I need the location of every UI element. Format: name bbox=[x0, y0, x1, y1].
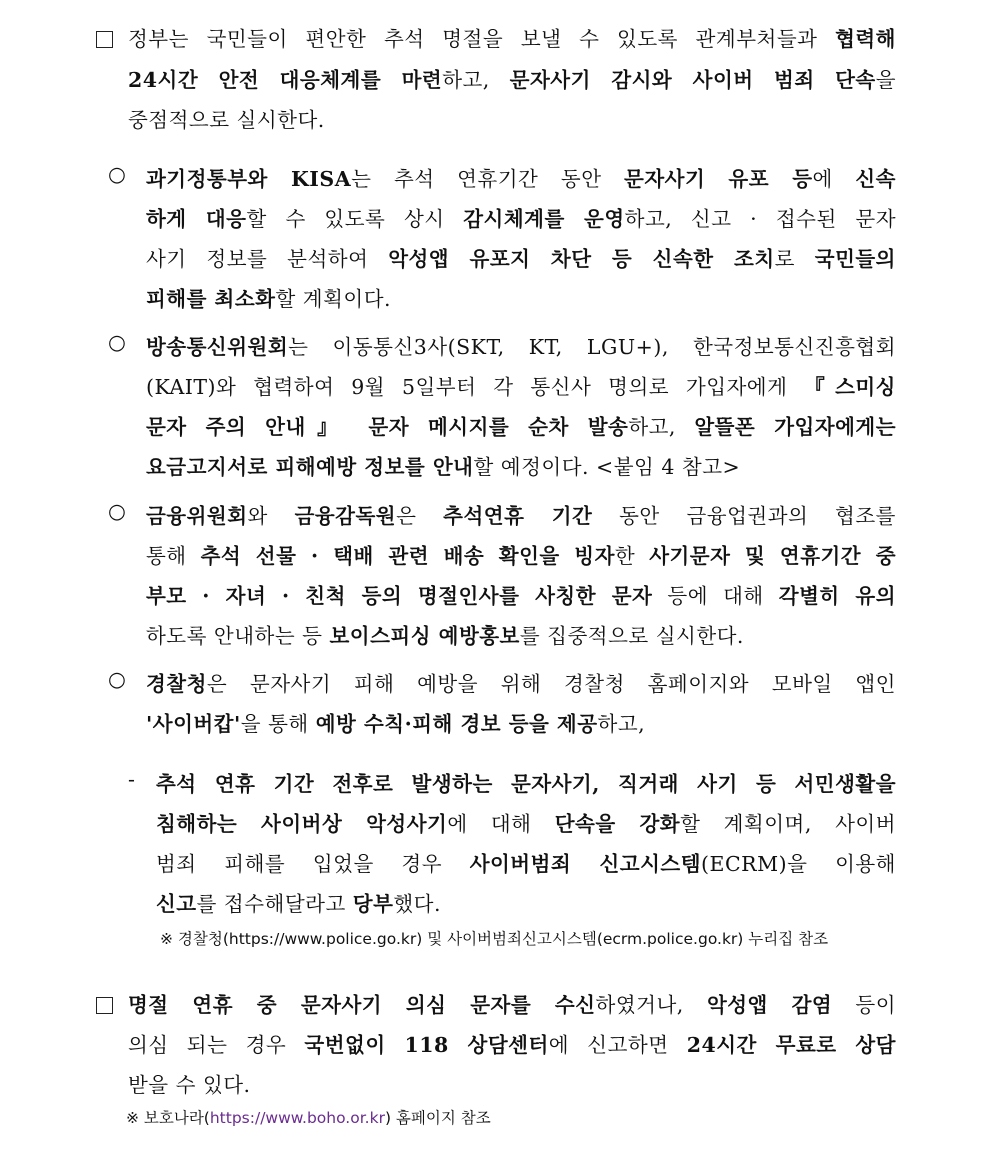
text-run: 24시간 안전 대응체계를 마련 bbox=[128, 68, 443, 92]
dash-1-line-1 bbox=[156, 767, 896, 797]
text-run: 예방 수칙·피해 경보 등을 제공 bbox=[315, 712, 598, 736]
text-run: 할 계획이며, 사이버 bbox=[680, 812, 896, 836]
dash-1-line-4 bbox=[156, 887, 441, 917]
text-run: 는 이동통신3사(SKT, KT, LGU+), 한국정보통신진흥협회 bbox=[288, 335, 896, 359]
text-run: 악성앱 유포지 차단 등 신속한 조치 bbox=[388, 247, 775, 271]
text-run: 추석 연휴 기간 전후로 발생하는 문자사기, 직거래 사기 등 서민생활을 bbox=[156, 772, 896, 796]
bullet-2-line-2 bbox=[146, 370, 896, 400]
text-run: 정부는 국민들이 편안한 추석 명절을 보낼 수 있도록 관계부처들과 bbox=[128, 27, 836, 51]
bullet-2-line-3 bbox=[146, 410, 896, 440]
text-run: 에 대해 bbox=[447, 812, 555, 836]
text-run: 를 집중적으로 실시한다. bbox=[519, 624, 744, 648]
text-run: 할 수 있도록 상시 bbox=[246, 207, 464, 231]
section-1-line-2 bbox=[128, 63, 896, 93]
bullet-circle-marker-3: ○ bbox=[108, 499, 126, 523]
bullet-3-line-2 bbox=[146, 539, 896, 569]
note-prefix: ※ 보호나라( bbox=[126, 1109, 210, 1127]
text-run: 하고, 신고 · 접수된 문자 bbox=[624, 207, 897, 231]
bullet-4-line-2 bbox=[146, 707, 645, 737]
bullet-3-line-3 bbox=[146, 579, 896, 609]
bullet-4-line-1 bbox=[146, 667, 896, 697]
section-2-reference-note bbox=[126, 1106, 491, 1128]
text-run: 협력해 bbox=[835, 27, 896, 51]
text-run: '사이버캅' bbox=[146, 712, 241, 736]
text-run: 와 bbox=[247, 504, 295, 528]
text-run: 로 bbox=[774, 247, 815, 271]
text-run: 에 bbox=[812, 167, 856, 191]
note-suffix: ) 홈페이지 참조 bbox=[384, 1109, 491, 1127]
text-run: 등에 대해 bbox=[652, 584, 779, 608]
text-run: 『스미싱 bbox=[804, 375, 896, 399]
text-run: 금융감독원 bbox=[294, 504, 397, 528]
dash-marker-1: - bbox=[128, 767, 135, 791]
text-run: 할 계획이다. bbox=[275, 287, 392, 311]
text-run: 통해 bbox=[146, 544, 201, 568]
dash-1-reference-note: ※ 경찰청(https://www.police.go.kr) 및 사이버범죄신고시스템(ecrm.police.go.kr) 누리집 참조 bbox=[160, 930, 829, 948]
text-run: 알뜰폰 가입자에게는 bbox=[694, 415, 897, 439]
text-run: 침해하는 사이버상 악성사기 bbox=[156, 812, 448, 836]
bullet-3-line-4 bbox=[146, 619, 744, 649]
text-run: 악성앱 감염 bbox=[706, 993, 833, 1017]
text-run: (ECRM)을 이용해 bbox=[701, 852, 896, 876]
text-run: 범죄 피해를 입었을 경우 bbox=[156, 852, 470, 876]
text-run: 는 추석 연휴기간 동안 bbox=[351, 167, 625, 191]
text-run: 과기정통부와 KISA bbox=[146, 167, 352, 191]
text-run: 방송통신위원회 bbox=[146, 335, 289, 359]
text-run: 중점적으로 실시한다. bbox=[128, 108, 325, 132]
dash-1-line-2 bbox=[156, 807, 896, 837]
section-1-line-3 bbox=[128, 103, 325, 133]
bullet-1-line-2 bbox=[146, 202, 896, 232]
text-run: 동안 금융업권과의 협조를 bbox=[592, 504, 896, 528]
text-run: 보이스피싱 예방홍보 bbox=[329, 624, 520, 648]
dash-1-line-3 bbox=[156, 847, 896, 877]
text-run: 요금고지서로 피해예방 정보를 안내 bbox=[146, 455, 474, 479]
text-run: 하였거나, bbox=[595, 993, 707, 1017]
text-run: 명절 연휴 중 문자사기 의심 문자를 수신 bbox=[128, 993, 596, 1017]
text-run: 등이 bbox=[832, 993, 897, 1017]
bullet-2-line-1 bbox=[146, 330, 896, 360]
text-run: 국번없이 118 상담센터 bbox=[304, 1033, 549, 1057]
text-run: 단속을 강화 bbox=[554, 812, 681, 836]
text-run: 한 bbox=[614, 544, 650, 568]
bullet-1-line-3 bbox=[146, 242, 896, 272]
text-run: 경찰청 bbox=[146, 672, 207, 696]
text-run: 을 통해 bbox=[240, 712, 316, 736]
text-run: 하고, bbox=[597, 712, 646, 736]
section-2-line-2 bbox=[128, 1028, 896, 1058]
text-run: 받을 수 있다. bbox=[128, 1073, 251, 1097]
text-run: 피해를 최소화 bbox=[146, 287, 276, 311]
section-2-line-3 bbox=[128, 1068, 251, 1098]
text-run: 24시간 무료로 상담 bbox=[686, 1033, 896, 1057]
text-run: 을 bbox=[875, 68, 896, 92]
text-run: 하게 대응 bbox=[146, 207, 247, 231]
text-run: 추석 선물 · 택배 관련 배송 확인을 빙자 bbox=[200, 544, 615, 568]
text-run: 문자사기 유포 등 bbox=[624, 167, 813, 191]
text-run: 사이버범죄 신고시스템 bbox=[469, 852, 702, 876]
text-run: 할 예정이다. <붙임 4 참고> bbox=[473, 455, 741, 479]
text-run: 추석연휴 기간 bbox=[443, 504, 593, 528]
text-run: 신고 bbox=[156, 892, 197, 916]
text-run: 문자 주의 안내』 문자 메시지를 순차 발송 bbox=[146, 415, 629, 439]
text-run: 당부 bbox=[352, 892, 394, 916]
text-run: 를 접수해달라고 bbox=[196, 892, 353, 916]
text-run: 했다. bbox=[393, 892, 441, 916]
text-run: 신속 bbox=[855, 167, 896, 191]
text-run: (KAIT)와 협력하여 9월 5일부터 각 통신사 명의로 가입자에게 bbox=[146, 375, 805, 399]
text-run: 금융위원회 bbox=[146, 504, 248, 528]
text-run: 국민들의 bbox=[814, 247, 896, 271]
text-run: 하고, bbox=[442, 68, 510, 92]
text-run: 감시체계를 운영 bbox=[463, 207, 625, 231]
text-run: 하고, bbox=[628, 415, 695, 439]
bullet-3-line-1 bbox=[146, 499, 896, 529]
text-run: 은 문자사기 피해 예방을 위해 경찰청 홈페이지와 모바일 앱인 bbox=[206, 672, 896, 696]
text-run: 사기문자 및 연휴기간 중 bbox=[649, 544, 896, 568]
text-run: 의심 되는 경우 bbox=[128, 1033, 305, 1057]
section-1-line-1 bbox=[128, 22, 896, 52]
bullet-2-line-4 bbox=[146, 450, 740, 480]
text-run: 은 bbox=[396, 504, 444, 528]
bullet-1-line-1 bbox=[146, 162, 896, 192]
text-run: 에 신고하면 bbox=[548, 1033, 687, 1057]
boho-link[interactable]: https://www.boho.or.kr bbox=[209, 1109, 385, 1127]
text-run: 부모 · 자녀 · 친척 등의 명절인사를 사칭한 문자 bbox=[146, 584, 653, 608]
section-box-marker-1 bbox=[96, 31, 113, 48]
section-box-marker-2 bbox=[96, 997, 113, 1014]
bullet-circle-marker-2: ○ bbox=[108, 330, 126, 354]
text-run: 문자사기 감시와 사이버 범죄 단속 bbox=[509, 68, 876, 92]
text-run: 각별히 유의 bbox=[778, 584, 896, 608]
bullet-circle-marker-4: ○ bbox=[108, 667, 126, 691]
bullet-1-line-4 bbox=[146, 282, 391, 312]
text-run: 하도록 안내하는 등 bbox=[146, 624, 330, 648]
section-2-line-1 bbox=[128, 988, 896, 1018]
bullet-circle-marker-1: ○ bbox=[108, 162, 126, 186]
text-run: 사기 정보를 분석하여 bbox=[146, 247, 389, 271]
